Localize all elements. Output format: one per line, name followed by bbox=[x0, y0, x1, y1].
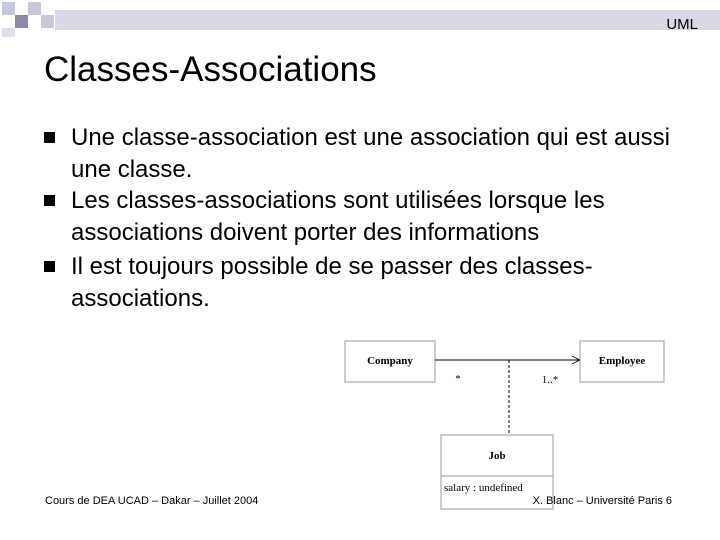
header-label: UML bbox=[666, 16, 698, 33]
bullet-item bbox=[44, 251, 684, 314]
job-class-label: Job bbox=[488, 450, 506, 462]
bullet-item bbox=[44, 122, 684, 185]
footer-course: Cours de DEA UCAD – Dakar – Juillet 2004 bbox=[45, 495, 259, 507]
company-class-label: Company bbox=[367, 355, 413, 367]
employee-class-label: Employee bbox=[598, 355, 646, 367]
square-bullet-icon bbox=[44, 261, 55, 272]
bullet-list bbox=[44, 122, 684, 317]
square-bullet-icon bbox=[44, 132, 55, 143]
uml-diagram bbox=[340, 336, 680, 516]
footer-author: X. Blanc – Université Paris 6 bbox=[532, 495, 672, 507]
multiplicity-right: 1..* bbox=[541, 374, 559, 386]
slide-title: Classes-Associations bbox=[44, 50, 377, 89]
bullet-item bbox=[44, 185, 684, 248]
multiplicity-left: * bbox=[455, 373, 461, 385]
bullet-text: Une classe-association est une association qui est aussi une classe. bbox=[71, 124, 670, 183]
header-decoration bbox=[0, 0, 720, 40]
bullet-text: Les classes-associations sont utilisées lorsque les associations doivent porter des informations bbox=[71, 187, 605, 246]
bullet-text: Il est toujours possible de se passer des classes-associations. bbox=[71, 253, 593, 312]
square-bullet-icon bbox=[44, 195, 55, 206]
job-attribute: salary : undefined bbox=[444, 482, 523, 494]
